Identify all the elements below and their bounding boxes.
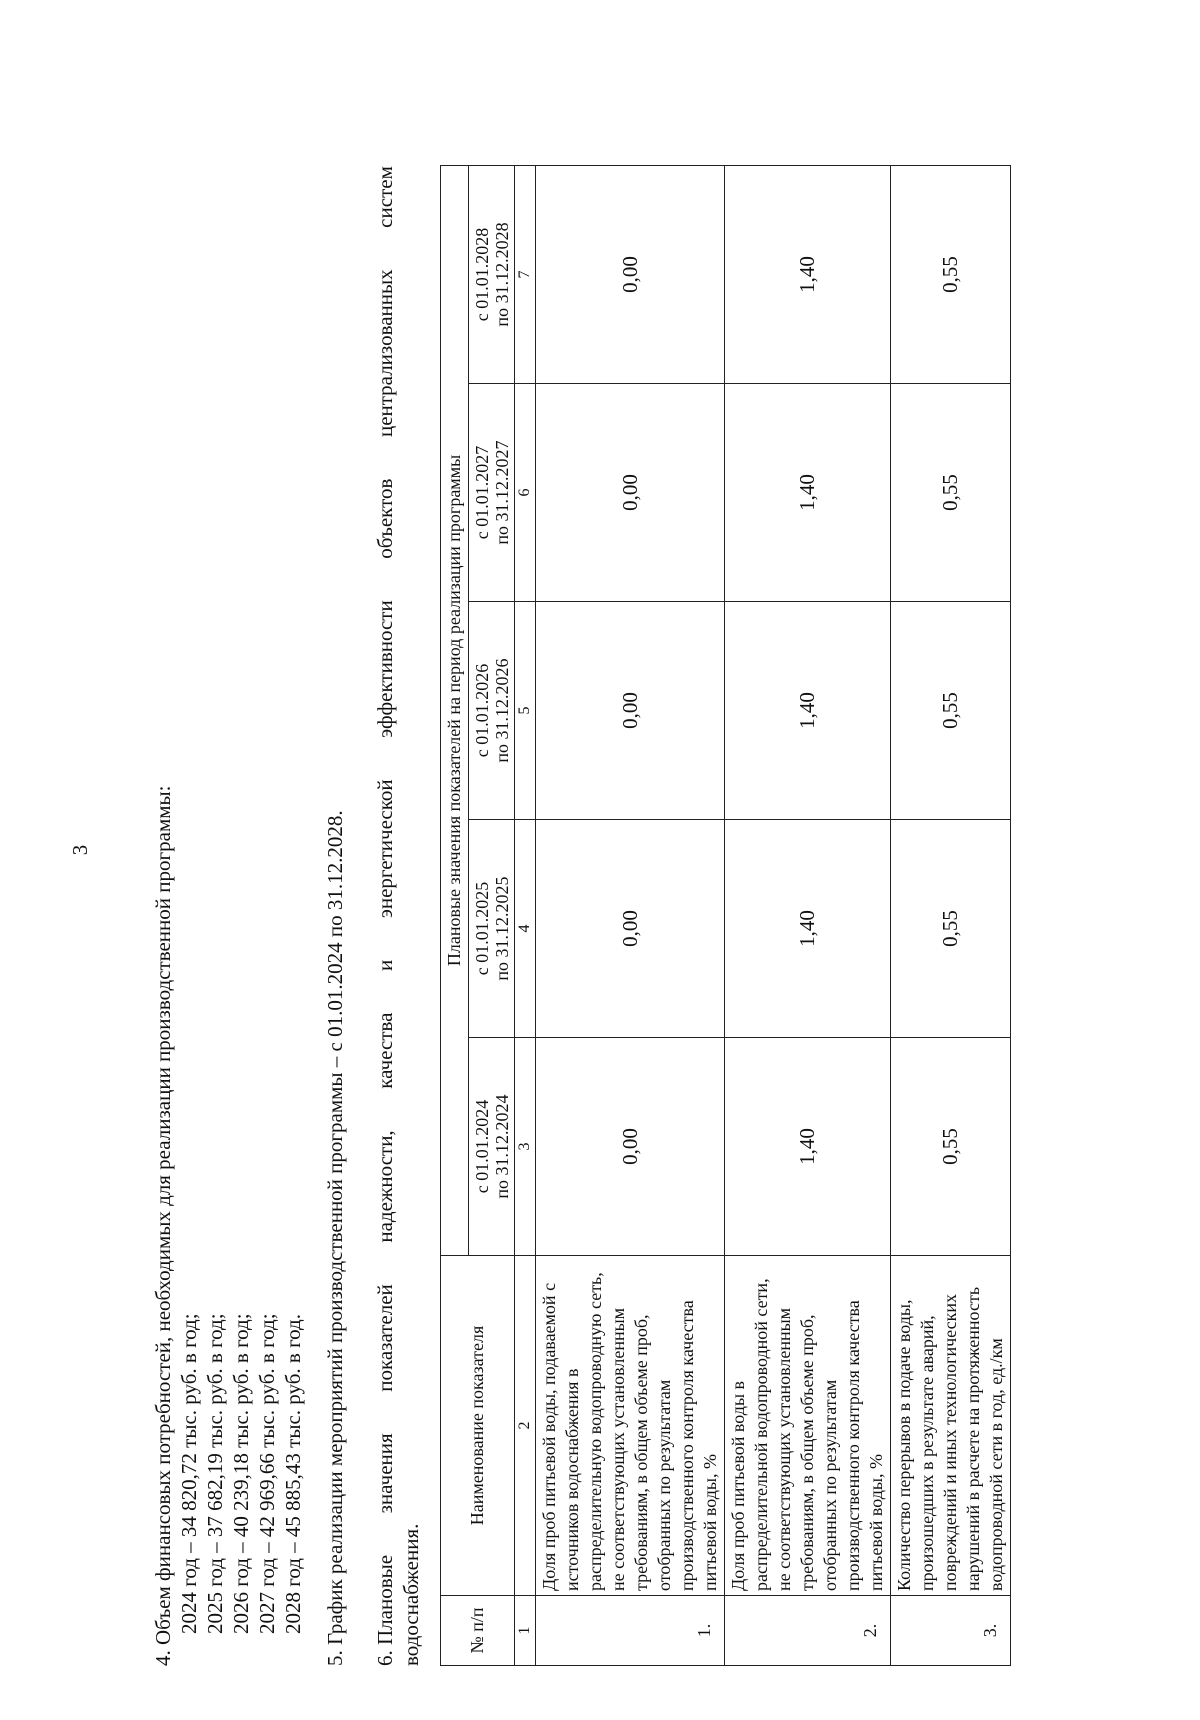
indicator-value: 1,40 [725, 384, 891, 602]
header-period: с 01.01.2024 по 31.12.2024 [469, 1038, 515, 1256]
section-financial-needs [150, 166, 306, 1666]
indicator-value: 0,00 [536, 165, 725, 383]
page-number: 3 [68, 844, 92, 856]
finance-line-2028: 2028 год – 45 885,43 тыс. руб. в год. [281, 1314, 305, 1634]
section-6-word: надежности, [373, 1130, 397, 1243]
indicator-name: Доля проб питьевой воды, подаваемой с источников водоснабжения в распределительную водопроводную сеть, не соответствующих установленным требованиям, в общем объеме проб, отобранных по результатам производственного контроля качества питьевой воды, % [536, 1256, 725, 1596]
section-6-word: систем [373, 166, 397, 228]
row-number: 3. [891, 1596, 1011, 1666]
finance-line-2024: 2024 год – 34 820,72 тыс. руб. в год; [177, 1313, 201, 1634]
section-6-word: и [373, 959, 397, 971]
section-6-word: энергетической [373, 779, 397, 919]
section-indicators [372, 166, 424, 1666]
indicator-value: 0,55 [891, 1038, 1011, 1256]
indicator-name: Количество перерывов в подаче воды, произошедших в результате аварий, повреждений и иных технологических нарушений в расчете на протяженность водопроводной сети в год, ед./км [891, 1256, 1011, 1596]
indicator-value: 1,40 [725, 820, 891, 1038]
rotated-page-content [150, 130, 1010, 1690]
column-number: 1 [515, 1596, 536, 1666]
finance-line-2026: 2026 год – 40 239,18 тыс. руб. в год; [229, 1313, 253, 1634]
section-schedule [322, 166, 348, 1666]
header-period: с 01.01.2025 по 31.12.2025 [469, 820, 515, 1038]
indicator-value: 0,55 [891, 602, 1011, 820]
finance-line-2025: 2025 год – 37 682,19 тыс. руб. в год; [203, 1313, 227, 1634]
section-6-word: объектов [373, 478, 397, 559]
indicator-value: 0,55 [891, 384, 1011, 602]
column-number: 5 [515, 602, 536, 820]
indicator-value: 1,40 [725, 1038, 891, 1256]
indicator-value: 0,55 [891, 820, 1011, 1038]
column-number: 3 [515, 1038, 536, 1256]
header-number: № п/п [441, 1596, 515, 1666]
indicator-value: 0,00 [536, 820, 725, 1038]
header-indicator-name: Наименование показателя [441, 1256, 515, 1596]
finance-line-2027: 2027 год – 42 969,66 тыс. руб. в год; [255, 1313, 279, 1634]
header-period: с 01.01.2028 по 31.12.2028 [469, 165, 515, 383]
table-row [891, 165, 1011, 1665]
indicator-name: Доля проб питьевой воды в распределительной водопроводной сети, не соответствующих установленным требованиям, в общем объеме проб, отобранных по результатам производственного контроля качества питьевой воды, % [725, 1256, 891, 1596]
row-number: 2. [725, 1596, 891, 1666]
section-6-word: 6. Плановые [373, 1554, 397, 1666]
indicator-value: 1,40 [725, 165, 891, 383]
indicator-value: 0,00 [536, 384, 725, 602]
table-row [725, 165, 891, 1665]
indicators-table [440, 165, 1011, 1666]
column-number: 6 [515, 384, 536, 602]
indicator-value: 0,55 [891, 165, 1011, 383]
indicator-value: 0,00 [536, 602, 725, 820]
section-6-word: значения [373, 1433, 397, 1514]
column-number-row [515, 165, 536, 1665]
column-number: 2 [515, 1256, 536, 1596]
indicator-value: 1,40 [725, 602, 891, 820]
section-6-word: качества [373, 1012, 397, 1089]
section-6-title-line-2: водоснабжения. [399, 1523, 423, 1666]
indicator-value: 0,00 [536, 1038, 725, 1256]
header-period: с 01.01.2026 по 31.12.2026 [469, 602, 515, 820]
column-number: 4 [515, 820, 536, 1038]
table-row [536, 165, 725, 1665]
header-period-group: Плановые значения показателей на период реализации программы [441, 165, 469, 1255]
section-6-word: эффективности [373, 600, 397, 738]
table-header-row-1 [441, 165, 469, 1665]
section-5-text: 5. График реализации мероприятий производственной программы – с 01.01.2024 по 31.12.2028. [323, 810, 347, 1666]
column-number: 7 [515, 165, 536, 383]
row-number: 1. [536, 1596, 725, 1666]
section-6-title-line-1 [372, 166, 398, 1666]
section-4-title: 4. Объем финансовых потребностей, необходимых для реализации производственной программы: [151, 785, 175, 1666]
section-6-word: централизованных [373, 269, 397, 438]
section-6-word: показателей [373, 1284, 397, 1392]
header-period: с 01.01.2027 по 31.12.2027 [469, 384, 515, 602]
